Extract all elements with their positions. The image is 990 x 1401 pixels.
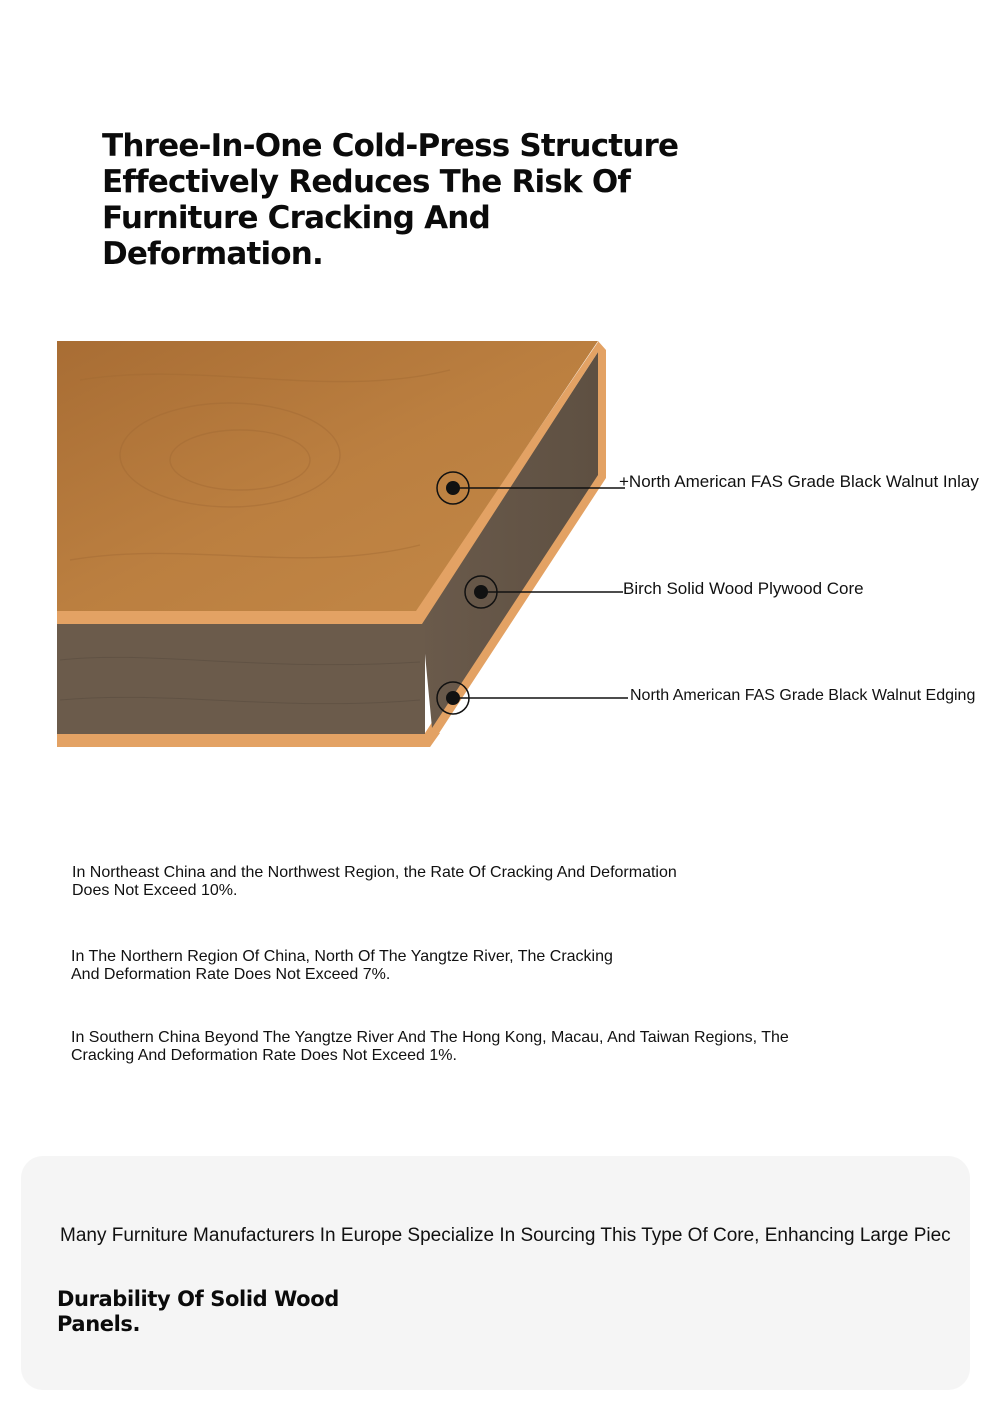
callout-label-veneer: +North American FAS Grade Black Walnut Inlay [619,472,979,491]
callout-dot-1 [446,481,460,495]
page-title-line: Effectively Reduces The Risk Of [102,164,631,200]
bottom-edging [57,733,440,747]
info-card [21,1156,970,1390]
info-card-text: Many Furniture Manufacturers In Europe Specialize In Sourcing This Type Of Core, Enhancing Large Piec [60,1225,951,1246]
callout-dot-3 [446,691,460,705]
stat-northeast [72,864,677,900]
info-card-heading-line: Panels. [57,1312,141,1336]
callout-label-core: Birch Solid Wood Plywood Core [623,579,864,598]
stat-line: In Southern China Beyond The Yangtze River And The Hong Kong, Macau, And Taiwan Regions, The [71,1029,789,1046]
page-title-line: Furniture Cracking And [102,200,490,236]
stat-northern [71,948,613,984]
callout-label-edging: North American FAS Grade Black Walnut Edging [630,687,976,704]
stat-line: In Northeast China and the Northwest Region, the Rate Of Cracking And Deformation [72,864,677,881]
info-card-heading [57,1287,339,1337]
stat-line: In The Northern Region Of China, North Of The Yangtze River, The Cracking [71,948,613,965]
stat-line: Does Not Exceed 10%. [72,882,238,899]
stat-line: Cracking And Deformation Rate Does Not Exceed 1%. [71,1047,457,1064]
front-core-face [57,622,425,734]
stat-southern [71,1029,789,1065]
info-card-heading-line: Durability Of Solid Wood [57,1287,339,1311]
page-title [102,128,722,272]
callout-dot-2 [474,585,488,599]
page-title-line: Deformation. [102,236,324,272]
page-title-line: Three-In-One Cold-Press Structure [102,128,679,164]
stat-line: And Deformation Rate Does Not Exceed 7%. [71,966,391,983]
